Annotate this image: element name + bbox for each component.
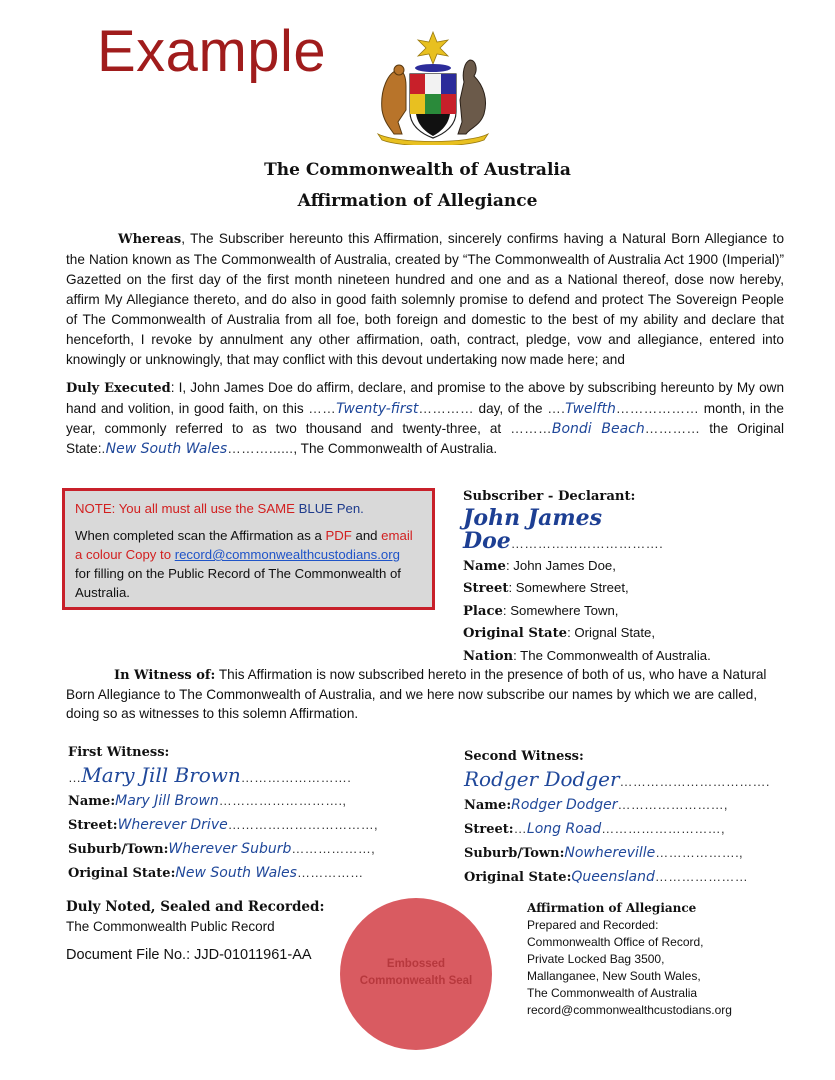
prepared-line: Commonwealth Office of Record, (527, 935, 704, 949)
prepared-line: Private Locked Bag 3500, (527, 952, 665, 966)
note-email-link[interactable]: record@commonwealthcustodians.org (174, 547, 400, 562)
note-box (62, 488, 435, 610)
subscriber-state-value: : Orignal State, (567, 625, 656, 640)
duly-noted-line: The Commonwealth Public Record (66, 919, 275, 934)
note-line-2: When completed scan the Affirmation as a PDF and email a colour Copy to record@commonwealthcustodians.org for filling on the Public Record of The Commonwealth of Australia. (75, 528, 413, 600)
document-file-number: Document File No.: JJD-01011961-AA (66, 947, 312, 963)
coat-of-arms-icon (358, 30, 508, 145)
document-title: The Commonwealth of Australia (264, 160, 571, 180)
witness-text: This Affirmation is now subscribed hereto in the presence of both of us, who have a Natural Born Allegiance to The Commonwealth of Australia, and we here now subscribe our names by which we are called, doing so as witnesses to this solemn Affirmation. (66, 667, 767, 721)
note-email: email a colour Copy to (75, 528, 413, 562)
witness-paragraph (66, 665, 784, 723)
duly-noted-block (66, 897, 324, 937)
executed-text-2: day, of the (473, 401, 548, 416)
example-watermark: Example (97, 19, 327, 84)
second-witness-suburb[interactable]: Nowhereville (564, 845, 656, 861)
subscriber-name-label: Name (463, 558, 506, 574)
first-witness-block: First Witness: …Mary Jill Brown……………………. Name:Mary Jill Brown………………………., Street:Wherever Drive……………………………, Suburb/Town:Wherever Suburb………………, Original State:New South Wales…………… (68, 741, 398, 885)
subscriber-signature[interactable]: John James Doe (463, 504, 603, 554)
note-same: SAME (257, 501, 295, 516)
second-witness-block: Second Witness: Rodger Dodger……………………………. Name:Rodger Dodger……………………, Street:…Long Road………………………, Suburb/Town:Nowhereville………………., Original State:Queensland………………… (464, 745, 784, 889)
first-witness-state[interactable]: New South Wales (175, 865, 297, 881)
executed-text-5: , The Commonwealth of Australia. (293, 441, 498, 456)
subscriber-place-label: Place (463, 603, 503, 619)
second-witness-heading: Second Witness: (464, 749, 584, 764)
subscriber-street-label: Street (463, 581, 509, 596)
month-field[interactable]: Twelfth (565, 401, 616, 417)
prepared-line: Prepared and Recorded: (527, 918, 659, 932)
note-line-1: NOTE: You all must all use the SAME BLUE Pen. (75, 501, 364, 516)
prepared-line: Mallanganee, New South Wales, (527, 969, 701, 983)
seal-line-1: Embossed (386, 958, 446, 970)
executed-text-1: : I, John James Doe do affirm, declare, and promise to the above by subscribing hereunto by My own hand and volition, in good faith, on this (66, 380, 785, 416)
first-witness-suburb[interactable]: Wherever Suburb (168, 841, 292, 857)
document-subtitle: Affirmation of Allegiance (297, 191, 538, 211)
subscriber-street-value: : Somewhere Street, (508, 580, 629, 595)
subscriber-nation-label: Nation (463, 648, 514, 664)
second-witness-street[interactable]: Long Road (526, 821, 602, 837)
note-blue: BLUE (294, 501, 334, 516)
prepared-block (527, 900, 827, 1019)
embossed-seal (340, 898, 492, 1050)
subscriber-name-value: : John James Doe, (505, 557, 616, 573)
first-witness-street[interactable]: Wherever Drive (117, 817, 228, 833)
witness-lead: In Witness of: (114, 668, 216, 683)
first-witness-heading: First Witness: (68, 745, 170, 760)
duly-noted-heading: Duly Noted, Sealed and Recorded: (66, 899, 325, 915)
executed-text-3: month, in the year, commonly referred to as two thousand and twenty-three, at (66, 401, 784, 436)
executed-text-4: the Original State: (66, 421, 784, 456)
preamble-lead: Whereas (118, 232, 182, 247)
second-witness-signature[interactable]: Rodger Dodger (464, 767, 620, 791)
preamble-paragraph (66, 229, 784, 370)
prepared-heading: Affirmation of Allegiance (527, 901, 697, 915)
note-pdf: PDF (325, 528, 352, 543)
first-witness-signature[interactable]: Mary Jill Brown (81, 763, 241, 787)
subscriber-nation-value: : The Commonwealth of Australia. (513, 647, 711, 663)
preamble-text: , The Subscriber hereunto this Affirmation, sincerely confirms having a Natural Born Allegiance to the Nation known as The Commonwealth of Australia, created by “The Commonwealth of Australia Act 1900 (Imperial)” Gazetted on the first day of the first month nineteen hundred and one and as a National thereof, dose now hereby, affirm My Allegiance thereto, and do also in good faith solemnly promise to defend and protect The Sovereign People of The Commonwealth of Australia from all foe, both foreign and domestic to the best of my ability and declare that henceforth, I revoke by annulment any other affirmation, oath, contract, pledge, vow and allegiance, entered into knowingly or unknowingly, that may conflict with this devout undertaking now made here; and (66, 231, 784, 367)
subscriber-block: Subscriber - Declarant: John James Doe……………………………. Name: John James Doe, Street: Somewhere Street, Place: Somewhere Town, Original State: Orignal State, Nation: The Commonwealth of Australia. (463, 486, 793, 667)
subscriber-place-value: : Somewhere Town, (502, 602, 619, 618)
first-witness-name[interactable]: Mary Jill Brown (115, 793, 219, 809)
subscriber-heading: Subscriber - Declarant: (463, 489, 636, 504)
second-witness-name[interactable]: Rodger Dodger (511, 797, 618, 813)
prepared-email[interactable]: record@commonwealthcustodians.org (527, 1003, 732, 1017)
seal-line-2: Commonwealth Seal (359, 975, 473, 987)
day-field[interactable]: Twenty-first (336, 401, 419, 417)
second-witness-state[interactable]: Queensland (571, 869, 655, 885)
executed-paragraph: Duly Executed: I, John James Doe do affirm, declare, and promise to the above by subscribing hereunto by My own hand and volition, in good faith, on this ……Twenty-first………… day, of the ….Twelfth……………… month, in the year, commonly referred to as two thousand and twenty-three, at ………Bondi Beach………… the Original State:.New South Wales………......, The Commonwealth of Australia. (66, 380, 785, 457)
prepared-line: The Commonwealth of Australia (527, 986, 698, 1000)
state-field[interactable]: New South Wales (105, 441, 228, 457)
subscriber-state-label: Original State (463, 626, 568, 641)
executed-lead: Duly Executed (66, 381, 171, 396)
place-field[interactable]: Bondi Beach (551, 421, 645, 437)
